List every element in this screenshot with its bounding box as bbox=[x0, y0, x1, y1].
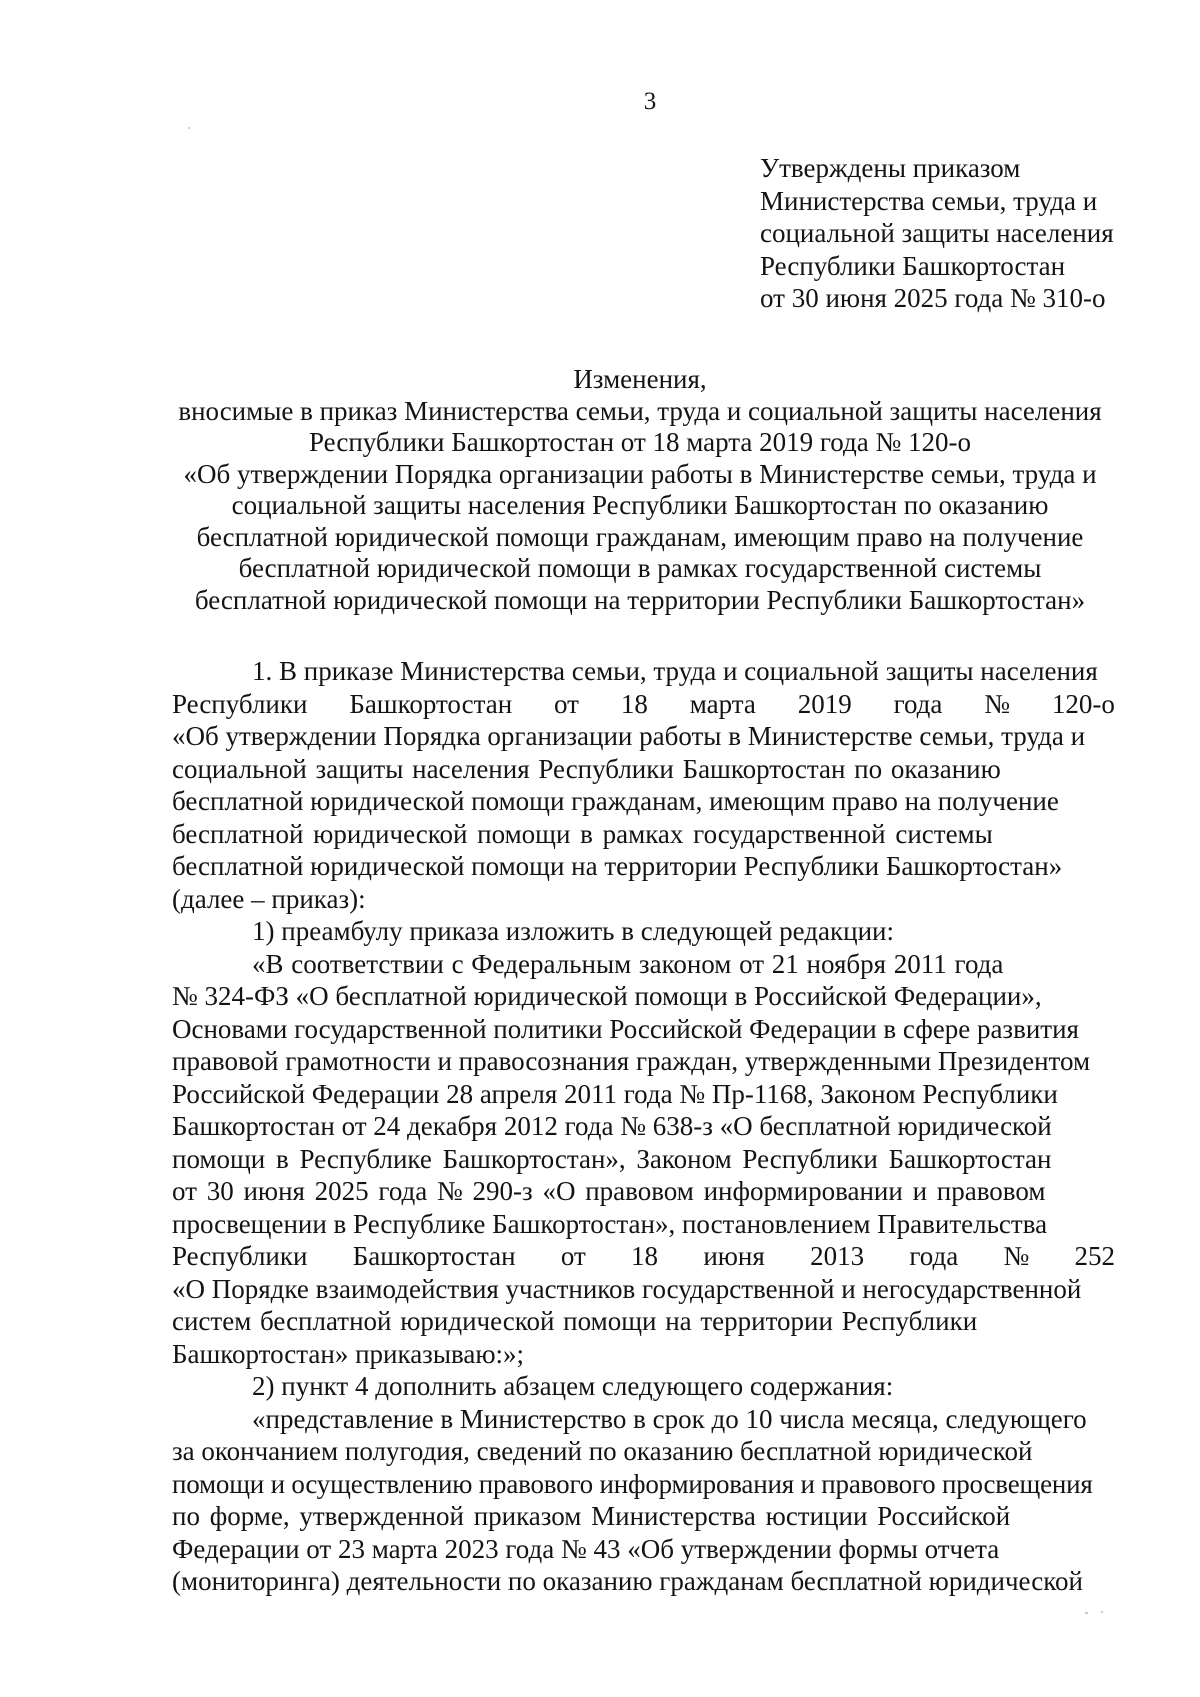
body-line: просвещении в Республике Башкортостан», постановлением Правительства bbox=[172, 1208, 1048, 1239]
word: 2013 bbox=[810, 1241, 865, 1271]
body-line: по форме, утвержденной приказом Министерства юстиции Российской bbox=[172, 1501, 1011, 1531]
body-line: бесплатной юридической помощи в рамках государственной системы bbox=[172, 818, 993, 849]
body-line: «представление в Министерство в срок до 10 числа месяца, следующего bbox=[252, 1403, 1087, 1434]
body-line: Российской Федерации 28 апреля 2011 года № Пр-1168, Законом Республики bbox=[172, 1078, 1058, 1109]
body-line: Основами государственной политики Российской Федерации в сфере развития bbox=[172, 1013, 1079, 1044]
document-title bbox=[165, 364, 1115, 616]
word: года bbox=[893, 688, 943, 719]
approval-line: Утверждены приказом bbox=[760, 153, 1021, 183]
body-line: помощи в Республике Башкортостан», Законом Республики Башкортостан bbox=[172, 1143, 1052, 1174]
approval-line: от 30 июня 2025 года № 310-о bbox=[760, 283, 1106, 313]
word: № bbox=[984, 688, 1011, 719]
body-line: Башкортостан от 24 декабря 2012 года № 638-з «О бесплатной юридической bbox=[172, 1111, 1052, 1141]
body-line: Федерации от 23 марта 2023 года № 43 «Об утверждении формы отчета bbox=[172, 1533, 1000, 1564]
body-line: «В соответствии с Федеральным законом от 21 ноября 2011 года bbox=[252, 948, 1004, 979]
word: года bbox=[909, 1241, 959, 1271]
body-line: от 30 июня 2025 года № 290-з «О правовом информировании и правовом bbox=[172, 1176, 1046, 1206]
word: 252 bbox=[1074, 1241, 1115, 1271]
word: Республики bbox=[172, 688, 308, 719]
body-line: «О Порядке взаимодействия участников государственной и негосударственной bbox=[172, 1273, 1082, 1304]
word: Башкортостан bbox=[349, 688, 513, 719]
body-line: помощи и осуществлению правового информирования и правового просвещения bbox=[172, 1468, 1093, 1499]
item-2-heading: 2) пункт 4 дополнить абзацем следующего содержания: bbox=[252, 1371, 894, 1401]
word: июня bbox=[703, 1241, 765, 1271]
body-line: (мониторинга) деятельности по оказанию гражданам бесплатной юридической bbox=[172, 1566, 1083, 1596]
word: 18 bbox=[631, 1241, 659, 1271]
body-line: (далее – приказ): bbox=[172, 883, 366, 914]
title-line: Изменения, bbox=[573, 364, 707, 394]
body-line: правовой грамотности и правосознания граждан, утвержденными Президентом bbox=[172, 1046, 1091, 1076]
body-line: Башкортостан» приказываю:»; bbox=[172, 1338, 525, 1369]
title-line: социальной защиты населения Республики Башкортостан по оказанию bbox=[231, 490, 1049, 520]
word: № bbox=[1003, 1241, 1030, 1271]
word: от bbox=[560, 1241, 586, 1271]
body-line: систем бесплатной юридической помощи на территории Республики bbox=[172, 1306, 978, 1336]
body-line: бесплатной юридической помощи гражданам, имеющим право на получение bbox=[172, 786, 1059, 816]
title-line: Республики Башкортостан от 18 марта 2019 года № 120-о bbox=[309, 427, 971, 457]
title-line: бесплатной юридической помощи в рамках государственной системы bbox=[238, 553, 1042, 583]
scan-speck bbox=[188, 127, 190, 129]
word: 18 bbox=[620, 688, 648, 719]
approval-line: Республики Башкортостан bbox=[760, 250, 1066, 281]
body-line: социальной защиты населения Республики Башкортостан по оказанию bbox=[172, 753, 1001, 784]
item-1-heading: 1) преамбулу приказа изложить в следующей редакции: bbox=[252, 916, 894, 946]
word: Республики bbox=[172, 1241, 308, 1271]
body-line: № 324-ФЗ «О бесплатной юридической помощи в Российской Федерации», bbox=[172, 981, 1042, 1011]
word: 2019 bbox=[797, 688, 852, 719]
body-line: за окончанием полугодия, сведений по оказанию бесплатной юридической bbox=[172, 1436, 1033, 1466]
title-line: вносимые в приказ Министерства семьи, труда и социальной защиты населения bbox=[178, 395, 1102, 426]
page-number: 3 bbox=[643, 88, 657, 115]
document-body bbox=[172, 655, 1115, 1598]
word: Башкортостан bbox=[352, 1241, 516, 1271]
approval-stamp-block bbox=[760, 152, 1180, 315]
title-line: бесплатной юридической помощи на территории Республики Башкортостан» bbox=[194, 584, 1086, 615]
justified-line bbox=[172, 688, 1115, 721]
title-line: бесплатной юридической помощи гражданам, имеющим право на получение bbox=[196, 521, 1084, 552]
word: от bbox=[554, 688, 579, 719]
title-line: «Об утверждении Порядка организации работы в Министерстве семьи, труда и bbox=[183, 458, 1097, 489]
word: 120-о bbox=[1051, 688, 1115, 719]
approval-line: социальной защиты населения bbox=[760, 218, 1114, 248]
body-line: бесплатной юридической помощи на территории Республики Башкортостан» bbox=[172, 851, 1063, 881]
word: марта bbox=[689, 688, 756, 719]
scan-speck bbox=[1101, 1611, 1103, 1613]
justified-line bbox=[172, 1240, 1115, 1273]
paragraph-1-first-line: 1. В приказе Министерства семьи, труда и социальной защиты населения bbox=[252, 656, 1098, 686]
scan-speck bbox=[1085, 1612, 1088, 1614]
body-line: «Об утверждении Порядка организации работы в Министерстве семьи, труда и bbox=[172, 721, 1086, 751]
approval-line: Министерства семьи, труда и bbox=[760, 185, 1098, 216]
